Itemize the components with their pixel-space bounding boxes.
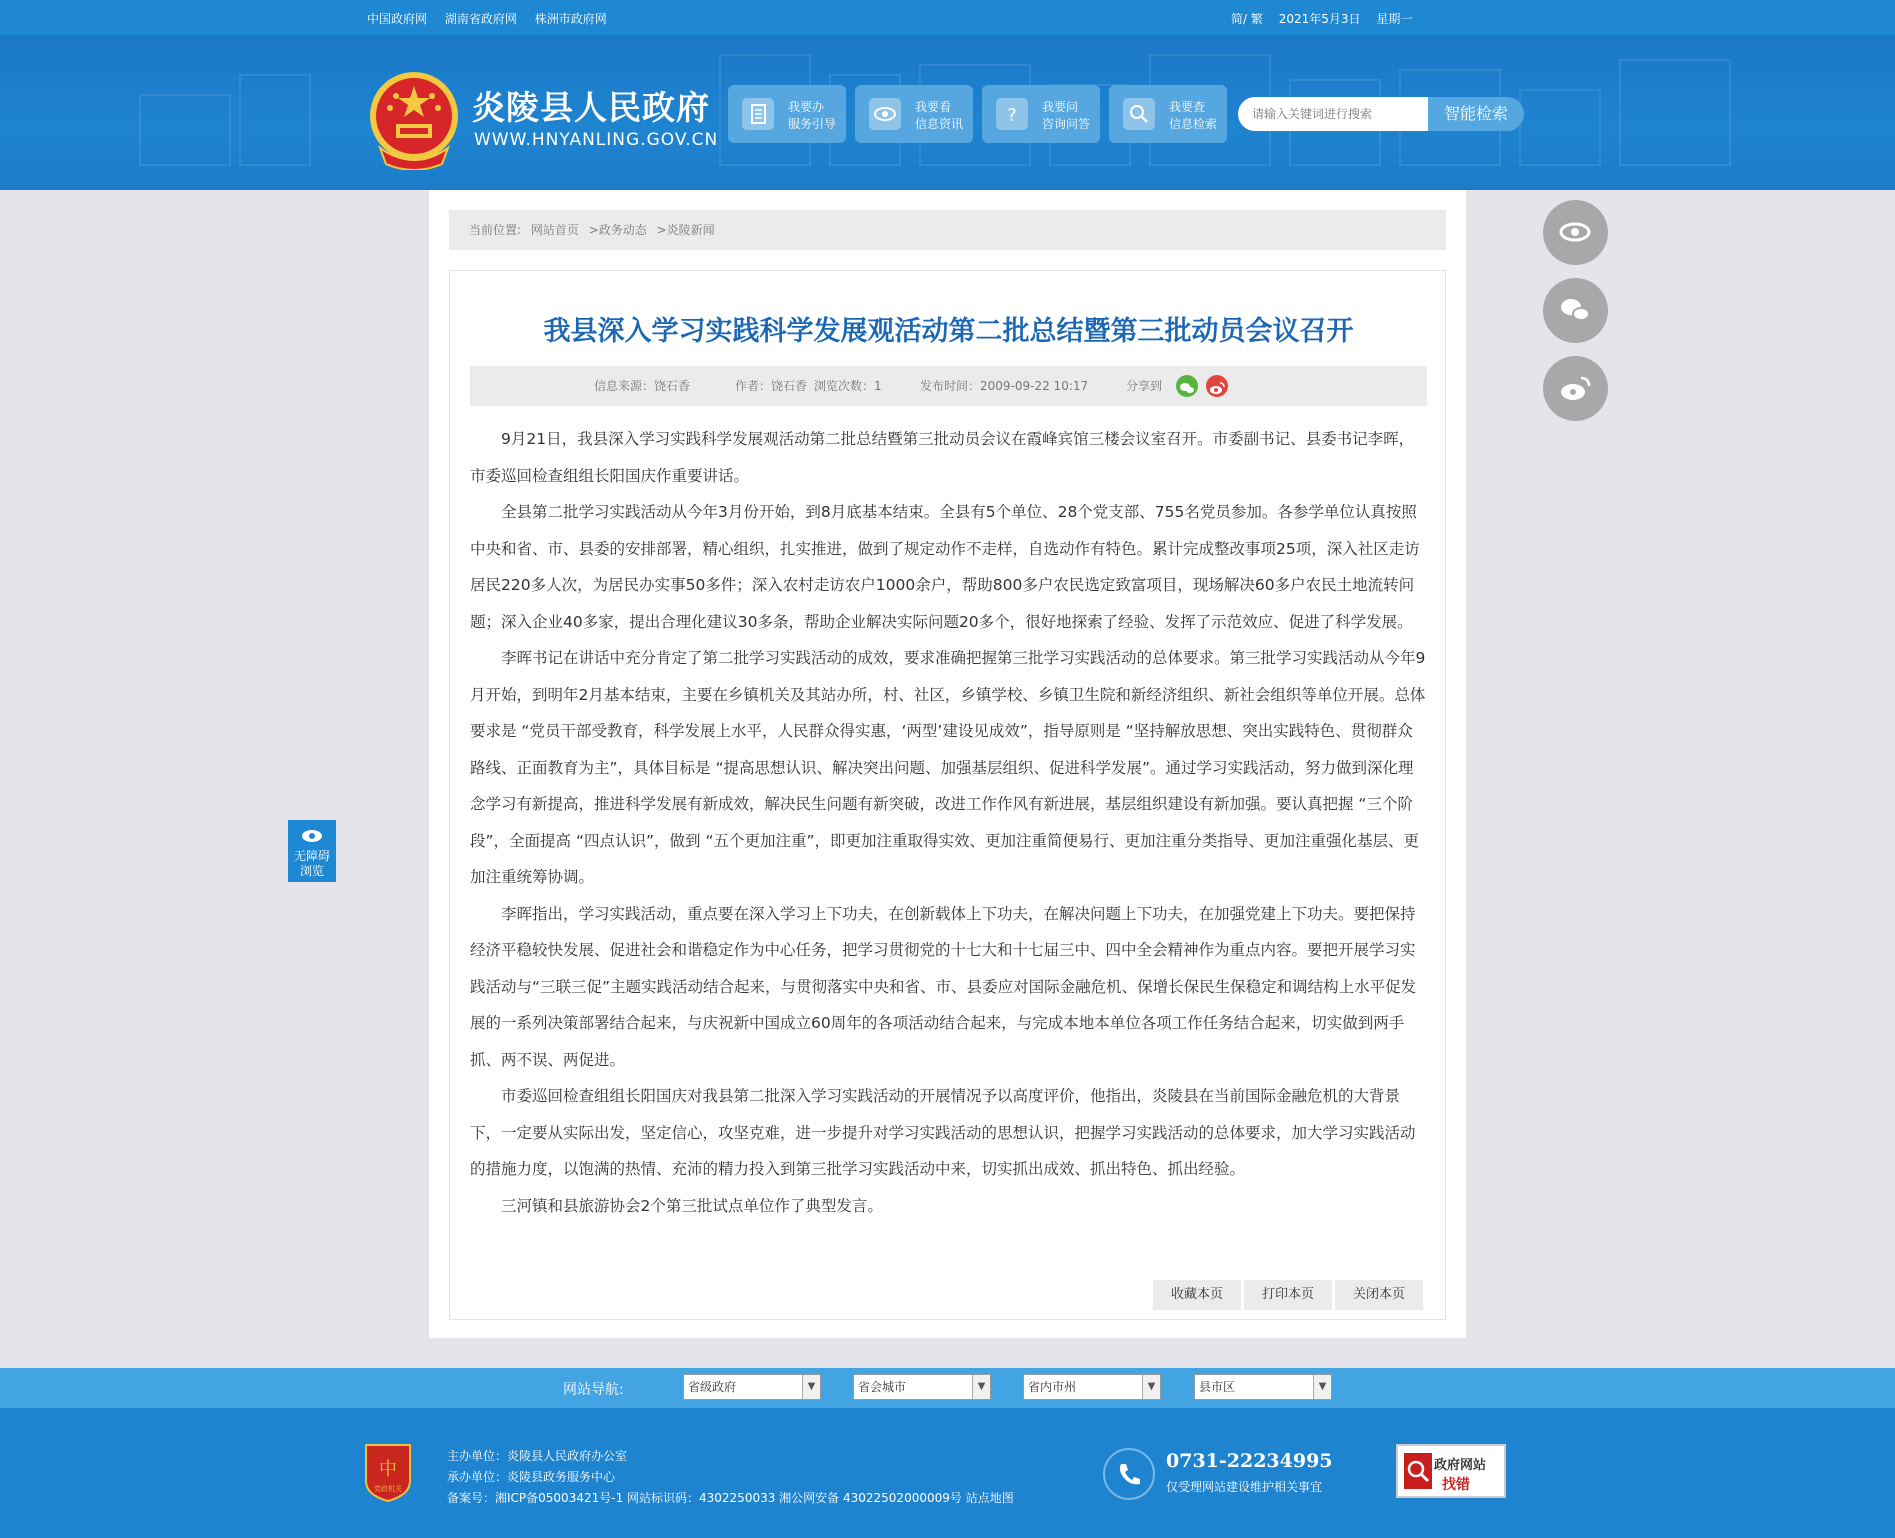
quick-label-sub: 信息资讯	[915, 117, 964, 131]
search-icon	[1123, 98, 1155, 130]
party-gov-badge-icon[interactable]	[362, 1441, 414, 1503]
footer-nav-label: 网站导航:	[563, 1382, 624, 1398]
link-zhuzhou-gov[interactable]: 株洲市政府网	[534, 12, 607, 26]
site-url: WWW.HNYANLING.GOV.CN	[474, 130, 719, 150]
select-capital-cities[interactable]	[853, 1374, 991, 1400]
chevron-down-icon: ▼	[1142, 1375, 1160, 1399]
chevron-down-icon: ▼	[972, 1375, 990, 1399]
select-value: 县市区	[1199, 1380, 1236, 1394]
date-text: 2021年5月3日	[1278, 12, 1361, 26]
chevron-down-icon: ▼	[802, 1375, 820, 1399]
print-page-button[interactable]: 打印本页	[1244, 1280, 1332, 1310]
wechat-share-icon[interactable]	[1176, 375, 1198, 397]
select-counties[interactable]	[1194, 1374, 1332, 1400]
error-report-title: 政府网站	[1434, 1458, 1487, 1473]
bookmark-page-button[interactable]: 收藏本页	[1153, 1280, 1241, 1310]
accessibility-button[interactable]	[288, 820, 336, 882]
meta-time: 发布时间：2009-09-22 10:17	[920, 379, 1089, 393]
search-button[interactable]: 智能检索	[1428, 97, 1524, 131]
link-hunan-gov[interactable]: 湖南省政府网	[444, 12, 517, 26]
article-paragraph: 三河镇和县旅游协会2个第三批试点单位作了典型发言。	[501, 1196, 883, 1215]
breadcrumb-news-section[interactable]: >政务动态	[588, 223, 647, 237]
footer-phone-note: 仅受理网站建设维护相关事宜	[1166, 1480, 1323, 1494]
quick-label-sub: 服务引导	[788, 117, 837, 131]
site-header	[0, 35, 1895, 190]
meta-share-label: 分享到	[1126, 379, 1163, 393]
gov-site-error-report-button[interactable]	[1396, 1444, 1506, 1498]
article-paragraph: 全县第二批学习实践活动从今年3月份开始，到8月底基本结束。全县有5个单位、28个党支部、755名党员参加。各参学单位认真按照中央和省、市、县委的安排部署，精心组织，扎实推进，做到了规定动作不走样，自选动作有特色。累计完成整改事项25项，深入社区走访居民220多人次，为居民办实事50多件；深入农村走访农户1000余户，帮助800多户农民选定致富项目，现场解决60多户农民土地流转问题；深入企业40多家，提出合理化建议30多条，帮助企业解决实际问题20多个，很好地探索了经验、发挥了示范效应、促进了科学发展。	[470, 503, 1420, 631]
footer-record: 备案号：湘ICP备05003421号-1 网站标识码：4302250033 湘公网安备 43022502000009号 站点地图	[447, 1491, 1014, 1505]
weibo-share-icon[interactable]	[1206, 375, 1228, 397]
quick-label-sub: 咨询问答	[1042, 117, 1091, 131]
article-body	[470, 421, 1427, 1224]
document-icon	[742, 98, 774, 130]
footer-phone: 0731-22234995	[1166, 1450, 1333, 1472]
main-panel	[429, 190, 1466, 1338]
top-bar	[0, 0, 1895, 35]
article-meta	[470, 366, 1427, 406]
weekday-text: 星期一	[1376, 12, 1413, 26]
quick-button-search[interactable]	[1109, 85, 1227, 143]
wechat-icon	[1543, 278, 1608, 343]
site-title: 炎陵县人民政府	[472, 88, 710, 127]
breadcrumb-home[interactable]: 网站首页	[530, 223, 579, 237]
meta-author: 作者：饶石香	[735, 379, 808, 393]
select-value: 省级政府	[688, 1380, 737, 1394]
article-title: 我县深入学习实践科学发展观活动第二批总结暨第三批动员会议召开	[543, 316, 1354, 347]
eye-icon	[869, 98, 901, 130]
select-province-cities[interactable]	[1023, 1374, 1161, 1400]
weibo-icon	[1543, 356, 1608, 421]
meta-views: 浏览次数：1	[814, 379, 882, 393]
eye-icon	[288, 826, 336, 846]
svg-text:中: 中	[379, 1459, 397, 1480]
article-paragraph: 9月21日，我县深入学习实践科学发展观活动第二批总结暨第三批动员会议在霞峰宾馆三楼会议室召开。市委副书记、县委书记李晖，市委巡回检查组组长阳国庆作重要讲话。	[470, 430, 1415, 485]
article-paragraph: 李晖指出，学习实践活动，重点要在深入学习上下功夫，在创新载体上下功夫，在解决问题上下功夫，在加强党建上下功夫。要把保持经济平稳较快发展、促进社会和谐稳定作为中心任务，把学习贯彻党的十七大和十七届三中、四中全会精神作为重点内容。要把开展学习实践活动与“三联三促”主题实践活动结合起来，与贯彻落实中央和省、市、县委应对国际金融危机、保增长保民生保稳定和调结构上水平促发展的一系列决策部署结合起来，与庆祝新中国成立60周年的各项活动结合起来，与完成本地本单位各项工作任务结合起来，切实做到两手抓、两不误、两促进。	[470, 904, 1417, 1069]
breadcrumb	[449, 210, 1446, 250]
accessibility-label-2: 浏览	[299, 864, 324, 878]
select-provincial-gov[interactable]	[683, 1374, 821, 1400]
badge-text: 党政机关	[374, 1485, 402, 1493]
article	[449, 270, 1446, 1320]
article-paragraph: 市委巡回检查组组长阳国庆对我县第二批深入学习实践活动的开展情况予以高度评价，他指出，炎陵县在当前国际金融危机的大背景下，一定要从实际出发，坚定信心，攻坚克难，进一步提升对学习实践活动的思想认识，把握学习实践活动的总体要求，加大学习实践活动的措施力度，以饱满的热情、充沛的精力投入到第三批学习实践活动中来，切实抓出成效、抓出特色、抓出经验。	[470, 1087, 1416, 1178]
top-links	[367, 10, 621, 27]
footer-nav	[0, 1368, 1895, 1408]
select-value: 省内市州	[1028, 1380, 1077, 1394]
quick-label-main: 我要办	[788, 100, 825, 114]
select-value: 省会城市	[858, 1380, 907, 1394]
footer-organizer: 承办单位：炎陵县政务服务中心	[447, 1470, 616, 1484]
float-wechat-button[interactable]	[1543, 278, 1608, 343]
question-icon	[996, 98, 1028, 130]
breadcrumb-label: 当前位置:	[469, 223, 522, 237]
float-eye-button[interactable]	[1543, 200, 1608, 265]
national-emblem-icon	[366, 68, 462, 170]
lang-toggle[interactable]: 简/ 繁	[1231, 12, 1263, 26]
quick-button-info[interactable]	[855, 85, 973, 143]
accessibility-label-1: 无障碍	[293, 849, 330, 863]
link-gov-cn[interactable]: 中国政府网	[367, 12, 428, 26]
top-right	[1231, 10, 1424, 27]
quick-label-main: 我要问	[1042, 100, 1079, 114]
quick-label-main: 我要看	[915, 100, 952, 114]
close-page-button[interactable]: 关闭本页	[1335, 1280, 1423, 1310]
phone-icon	[1103, 1448, 1155, 1500]
search-input[interactable]	[1238, 97, 1428, 131]
quick-label-sub: 信息检索	[1169, 117, 1218, 131]
quick-button-service[interactable]	[728, 85, 846, 143]
meta-source: 信息来源：饶石香	[594, 379, 691, 393]
error-report-sub: 找错	[1442, 1477, 1470, 1493]
quick-button-ask[interactable]	[982, 85, 1100, 143]
svg-text:?: ?	[1007, 105, 1017, 126]
breadcrumb-local-news[interactable]: >炎陵新闻	[656, 223, 715, 237]
chevron-down-icon: ▼	[1313, 1375, 1331, 1399]
footer-sponsor: 主办单位：炎陵县人民政府办公室	[447, 1449, 628, 1463]
site-footer	[0, 1408, 1895, 1538]
eye-icon	[1543, 200, 1608, 265]
quick-label-main: 我要查	[1169, 100, 1206, 114]
article-paragraph: 李晖书记在讲话中充分肯定了第二批学习实践活动的成效，要求准确把握第三批学习实践活动的总体要求。第三批学习实践活动从今年9月开始，到明年2月基本结束，主要在乡镇机关及其站办所，村、社区，乡镇学校、乡镇卫生院和新经济组织、新社会组织等单位开展。总体要求是 “党员干部受教育，科学发展上水平，人民群众得实惠，‘两型’建设见成效”，指导原则是 “坚持解放思想、突出实践特色、贯彻群众路线、正面教育为主”，具体目标是 “提高思想认识、解决突出问题、加强基层组织、促进科学发展”。通过学习实践活动，努力做到深化理念学习有新提高，推进科学发展有新成效，解决民生问题有新突破，改进工作作风有新进展，基层组织建设有新加强。要认真把握 “三个阶段”，全面提高 “四点认识”，做到 “五个更加注重”，即更加注重取得实效、更加注重简便易行、更加注重分类指导、更加注重强化基层、更加注重统筹协调。	[470, 649, 1426, 886]
float-weibo-button[interactable]	[1543, 356, 1608, 421]
